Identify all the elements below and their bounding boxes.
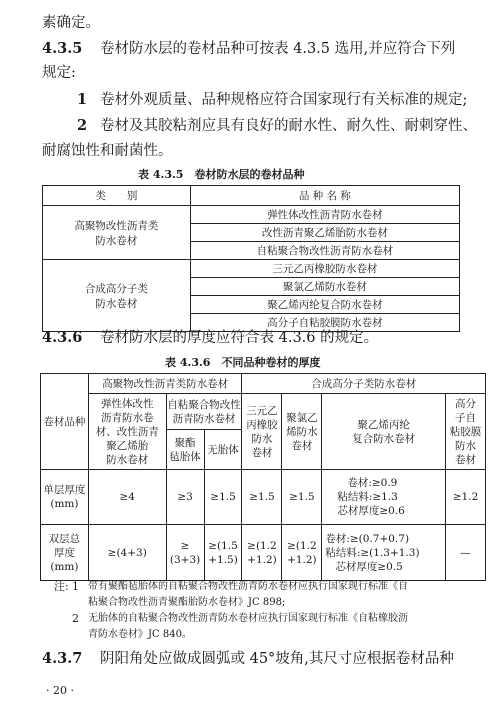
table-header-category: 类 别 xyxy=(43,186,191,206)
category-asphalt: 高聚物改性沥青类 防水卷材 xyxy=(43,206,191,260)
note-1-text: 带有聚酯毡胎体的自粘聚合物改性沥青防水卷材应执行国家现行标准《自 xyxy=(88,581,408,592)
cell-double-no-tire: ≥(1.5 +1.5) xyxy=(204,525,242,581)
table-4-3-5 xyxy=(42,185,460,332)
table-cell-product: 弹性体改性沥青防水卷材 xyxy=(190,206,459,224)
header-elastomer: 弹性体改性 沥青防水卷 材、改性沥青 聚乙烯胎 防水卷材 xyxy=(88,394,166,470)
cell-single-no-tire: ≥1.5 xyxy=(204,470,242,525)
header-polymer-self-adhesive: 高分 子自 粘胶膜 防水 卷材 xyxy=(446,394,486,470)
item-2-text-cont: 耐腐蚀性和耐菌性。 xyxy=(42,143,173,159)
cell-single-polymer: ≥1.2 xyxy=(446,470,486,525)
header-polyester: 聚酯 毡胎体 xyxy=(166,430,204,470)
notes-label: 注: xyxy=(54,580,69,593)
table-cell-product: 聚氯乙烯防水卷材 xyxy=(190,278,459,296)
table-4-3-6-caption: 表 4.3.6 不同品种卷材的厚度 xyxy=(165,356,321,369)
cell-double-pe-pp: 卷材:≥(0.7+0.7) 粘结料:≥(1.3+1.3) 芯材厚度≥0.5 xyxy=(322,525,446,581)
clause-4-3-5-text: 卷材防水层的卷材品种可按表 4.3.5 选用,并应符合下列 xyxy=(100,41,456,57)
cell-double-polymer: — xyxy=(446,525,486,581)
cell-single-pvc: ≥1.5 xyxy=(282,470,322,525)
cell-single-polyester: ≥3 xyxy=(166,470,204,525)
header-self-adhesive: 自粘聚合物改性 沥青防水卷材 xyxy=(166,394,242,430)
header-pvc: 聚氯乙 烯防水 卷材 xyxy=(282,394,322,470)
cell-double-pvc: ≥(1.2 +1.2) xyxy=(282,525,322,581)
note-2-text-cont: 青防水卷材》JC 840。 xyxy=(88,629,192,640)
header-group-asphalt: 高聚物改性沥青类防水卷材 xyxy=(88,374,242,394)
clause-4-3-6-text: 卷材防水层的厚度应符合表 4.3.6 的规定。 xyxy=(100,330,379,346)
note-2-text: 无胎体的自粘聚合物改性沥青防水卷材应执行国家现行标准《自粘橡胶沥 xyxy=(88,613,408,624)
header-epdm: 三元乙 丙橡胶 防水 卷材 xyxy=(242,394,282,470)
cell-single-elastomer: ≥4 xyxy=(88,470,166,525)
header-group-polymer: 合成高分子类防水卷材 xyxy=(242,374,486,394)
cell-double-epdm: ≥(1.2 +1.2) xyxy=(242,525,282,581)
page-number: · 20 · xyxy=(46,684,74,697)
cell-double-elastomer: ≥(4+3) xyxy=(88,525,166,581)
table-cell-product: 改性沥青聚乙烯胎防水卷材 xyxy=(190,224,459,242)
item-2-text: 卷材及其胶粘剂应具有良好的耐水性、耐久性、耐刺穿性、 xyxy=(100,118,477,134)
row-double-label: 双层总 厚度(mm) xyxy=(41,525,89,581)
table-cell-product: 自粘聚合物改性沥青防水卷材 xyxy=(190,242,459,260)
row-single-label: 单层厚度 (mm) xyxy=(41,470,89,525)
header-kind: 卷材品种 xyxy=(41,374,89,470)
table-header-product-name: 品 种 名 称 xyxy=(190,186,459,206)
clause-4-3-7-text: 阴阳角处应做成圆弧或 45°坡角,其尺寸应根据卷材品种 xyxy=(100,651,454,667)
note-2-number: 2 xyxy=(72,612,79,625)
table-cell-product: 高分子自粘胶膜防水卷材 xyxy=(190,314,459,332)
paragraph-continuation: 素确定。 xyxy=(42,15,100,31)
table-cell-product: 聚乙烯丙纶复合防水卷材 xyxy=(190,296,459,314)
item-1-number: 1 xyxy=(77,91,88,108)
header-pe-pp: 聚乙烯丙纶 复合防水卷材 xyxy=(322,394,446,470)
cell-single-pe-pp: 卷材:≥0.9 粘结料:≥1.3 芯材厚度≥0.6 xyxy=(322,470,446,525)
cell-single-epdm: ≥1.5 xyxy=(242,470,282,525)
item-1-text: 卷材外观质量、品种规格应符合国家现行有关标准的规定; xyxy=(100,92,468,108)
clause-number-4-3-7: 4.3.7 xyxy=(42,650,83,667)
table-cell-product: 三元乙丙橡胶防水卷材 xyxy=(190,260,459,278)
cell-double-polyester: ≥ (3+3) xyxy=(166,525,204,581)
note-1-number: 1 xyxy=(72,580,79,593)
category-polymer: 合成高分子类 防水卷材 xyxy=(43,260,191,332)
header-no-tire: 无胎体 xyxy=(204,430,242,470)
clause-number-4-3-5: 4.3.5 xyxy=(42,40,83,57)
item-2-number: 2 xyxy=(77,117,88,134)
note-1-text-cont: 粘聚合物改性沥青聚酯胎防水卷材》JC 898; xyxy=(88,597,286,608)
table-4-3-5-caption: 表 4.3.5 卷材防水层的卷材品种 xyxy=(138,168,305,181)
clause-number-4-3-6: 4.3.6 xyxy=(42,329,83,346)
table-4-3-6 xyxy=(40,373,486,581)
clause-4-3-5-text-cont: 规定: xyxy=(42,65,76,81)
